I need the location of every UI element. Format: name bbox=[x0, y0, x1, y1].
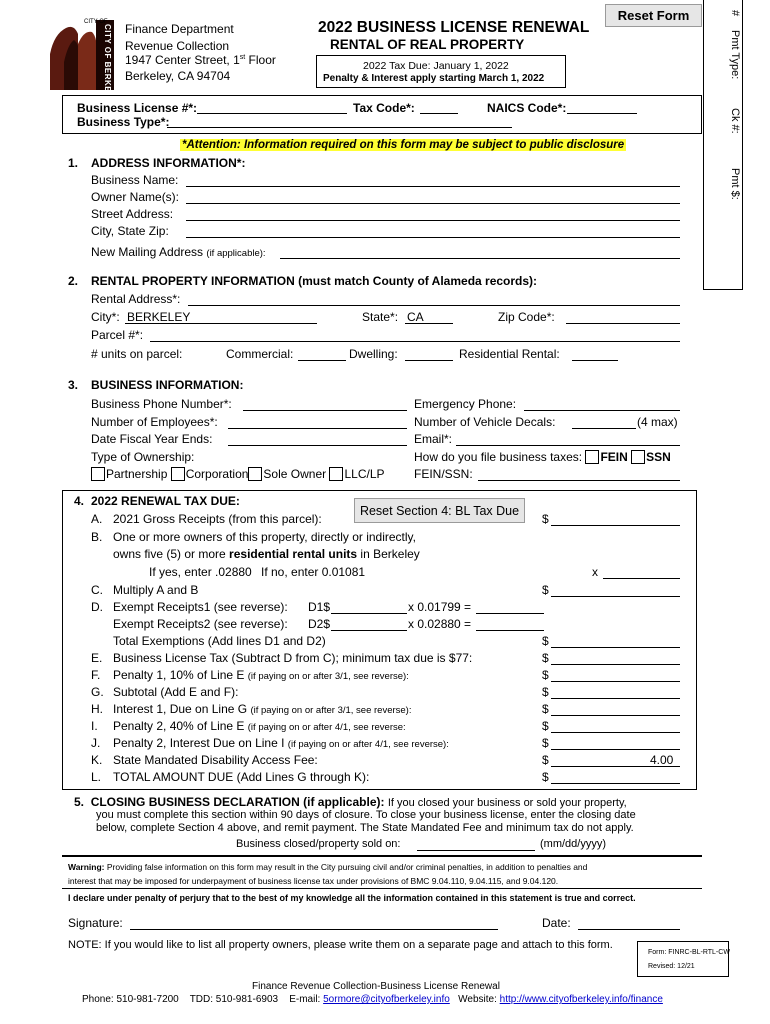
rental-city-value[interactable]: BERKELEY bbox=[127, 310, 191, 324]
s4-num: 4. bbox=[74, 494, 85, 508]
line-l-field[interactable] bbox=[551, 783, 680, 784]
parcel-field[interactable] bbox=[150, 341, 680, 342]
ownership-type-label: Type of Ownership: bbox=[91, 450, 195, 464]
naics-code-label: NAICS Code*: bbox=[487, 101, 567, 115]
employees-label: Number of Employees*: bbox=[91, 415, 218, 429]
pmt-amount-label: Pmt $: bbox=[729, 168, 741, 200]
owner-name-label: Owner Name(s): bbox=[91, 190, 180, 204]
business-name-label: Business Name: bbox=[91, 173, 179, 187]
line-f-main: Penalty 1, 10% of Line E bbox=[113, 668, 245, 682]
dwelling-label: Dwelling: bbox=[349, 347, 398, 361]
s1-num: 1. bbox=[68, 156, 79, 170]
line-b-yes: If yes, enter .02880 bbox=[149, 565, 252, 579]
line-f-note: (if paying on or after 3/1, see reverse): bbox=[247, 671, 409, 682]
line-i-letter: I. bbox=[91, 719, 98, 733]
business-name-field[interactable] bbox=[186, 186, 680, 187]
business-type-field[interactable] bbox=[167, 127, 512, 128]
city-state-zip-label: City, State Zip: bbox=[91, 224, 169, 238]
line-j-dollar: $ bbox=[542, 736, 549, 750]
signature-label: Signature: bbox=[68, 916, 123, 930]
line-i-dollar: $ bbox=[542, 719, 549, 733]
line-j-letter: J. bbox=[91, 736, 101, 750]
email-field[interactable] bbox=[456, 445, 680, 446]
form-id-box bbox=[637, 941, 729, 977]
business-type-label: Business Type*: bbox=[77, 115, 170, 129]
line-d2-result[interactable] bbox=[476, 630, 544, 631]
rental-address-field[interactable] bbox=[188, 305, 680, 306]
llc-label: LLC/LP bbox=[344, 467, 385, 481]
line-i-text bbox=[113, 719, 406, 733]
line-f-text bbox=[113, 668, 409, 682]
city-state-zip-field[interactable] bbox=[186, 237, 680, 238]
line-d1-rate: x 0.01799 = bbox=[408, 600, 472, 614]
line-i-field[interactable] bbox=[551, 732, 680, 733]
parcel-label: Parcel #*: bbox=[91, 328, 144, 342]
line-g-dollar: $ bbox=[542, 685, 549, 699]
rental-state-field[interactable] bbox=[405, 323, 453, 324]
line-j-note: (if paying on or after 4/1, see reverse): bbox=[287, 739, 449, 750]
divider-top bbox=[62, 855, 702, 857]
corporation-label: Corporation bbox=[185, 467, 249, 481]
warning-text-1: Providing false information on this form may result in the City pursuing civil and/or criminal penalties, in addition to penalties and bbox=[106, 862, 588, 872]
emergency-phone-label: Emergency Phone: bbox=[414, 397, 517, 411]
naics-code-field[interactable] bbox=[567, 113, 637, 114]
line-h-field[interactable] bbox=[551, 715, 680, 716]
s3-title: BUSINESS INFORMATION: bbox=[91, 378, 244, 392]
line-l-text: TOTAL AMOUNT DUE (Add Lines G through K): bbox=[113, 770, 370, 784]
s3-num: 3. bbox=[68, 378, 79, 392]
fein-checkbox[interactable] bbox=[585, 450, 599, 464]
line-j-main: Penalty 2, Interest Due on Line I bbox=[113, 736, 285, 750]
line-c-letter: C. bbox=[91, 583, 103, 597]
business-phone-label: Business Phone Number*: bbox=[91, 397, 232, 411]
s5-title: CLOSING BUSINESS DECLARATION (if applicable): bbox=[90, 795, 385, 809]
ownership-options bbox=[91, 467, 385, 481]
line-g-text: Subtotal (Add E and F): bbox=[113, 685, 239, 699]
dept-line-1: Finance Department bbox=[125, 22, 234, 36]
logo-text: CITY OF BERKELEY bbox=[103, 24, 112, 110]
line-l-dollar: $ bbox=[542, 770, 549, 784]
rental-zip-label: Zip Code*: bbox=[498, 310, 555, 324]
commercial-field[interactable] bbox=[298, 360, 346, 361]
s5-heading bbox=[74, 795, 627, 809]
s2-num: 2. bbox=[68, 274, 79, 288]
partnership-label: Partnership bbox=[106, 467, 168, 481]
city-logo bbox=[44, 14, 116, 110]
sole-owner-label: Sole Owner bbox=[263, 467, 327, 481]
dept-line-2: Revenue Collection bbox=[125, 39, 230, 53]
line-d-dollar: $ bbox=[542, 634, 549, 648]
ssn-checkbox[interactable] bbox=[631, 450, 645, 464]
footer-website-label: Website: bbox=[458, 994, 497, 1005]
file-taxes-label bbox=[414, 450, 671, 464]
owners-note: NOTE: If you would like to list all property owners, please write them on a separate page and attach to this form. bbox=[68, 939, 613, 951]
line-b-text-2c: in Berkeley bbox=[357, 547, 420, 561]
line-e-field[interactable] bbox=[551, 664, 680, 665]
line-g-letter: G. bbox=[91, 685, 104, 699]
line-b-text-2b: residential rental units bbox=[229, 547, 358, 561]
line-h-main: Interest 1, Due on Line G bbox=[113, 702, 248, 716]
form-title: 2022 BUSINESS LICENSE RENEWAL bbox=[318, 19, 590, 36]
street-address-label: Street Address: bbox=[91, 207, 174, 221]
corporation-checkbox[interactable] bbox=[171, 467, 185, 481]
s5-text-3: below, complete Section 4 above, and remit payment. The State Mandated Fee and minimum tax do not apply. bbox=[96, 822, 634, 834]
s5-text-2: you must complete this section within 90 days of closure. To close your business license, enter the closing date bbox=[96, 809, 636, 821]
s1-title: ADDRESS INFORMATION*: bbox=[91, 156, 246, 170]
line-d2-text: Exempt Receipts2 (see reverse): bbox=[113, 617, 288, 631]
date-field[interactable] bbox=[578, 929, 680, 930]
units-label: # units on parcel: bbox=[91, 347, 183, 361]
rental-state-value[interactable]: CA bbox=[407, 310, 424, 324]
reset-section4-button[interactable]: Reset Section 4: BL Tax Due bbox=[354, 498, 525, 523]
decals-max-note: (4 max) bbox=[637, 415, 678, 429]
footer-tdd: TDD: 510-981-6903 bbox=[189, 994, 279, 1005]
employees-field[interactable] bbox=[228, 428, 407, 429]
divider-mid bbox=[62, 888, 702, 889]
dept-line-3: 1947 Center Street, 1st Floor bbox=[125, 53, 276, 67]
line-c-dollar: $ bbox=[542, 583, 549, 597]
attention-notice: *Attention: Information required on this form may be subject to public disclosure bbox=[182, 139, 625, 151]
fein-ssn-label: FEIN/SSN: bbox=[414, 467, 473, 481]
line-d2-label: D2$ bbox=[308, 617, 331, 631]
mailing-address-text: New Mailing Address bbox=[91, 245, 204, 259]
commercial-label: Commercial: bbox=[226, 347, 294, 361]
ssn-label: SSN bbox=[646, 450, 671, 464]
closed-date-format: (mm/dd/yyyy) bbox=[540, 838, 606, 850]
due-date-box bbox=[316, 55, 566, 88]
line-b-text-1: One or more owners of this property, directly or indirectly, bbox=[113, 530, 416, 544]
file-taxes-text: How do you file business taxes: bbox=[414, 450, 583, 464]
line-a-field[interactable] bbox=[551, 525, 680, 526]
line-a-text: 2021 Gross Receipts (from this parcel): bbox=[113, 512, 322, 526]
footer-email-link[interactable]: 5ormore@cityofberkeley.info bbox=[323, 994, 450, 1005]
line-a-dollar: $ bbox=[542, 512, 549, 526]
s5-text-1: If you closed your business or sold your property, bbox=[387, 797, 627, 809]
signature-field[interactable] bbox=[130, 929, 498, 930]
tax-due-date: 2022 Tax Due: January 1, 2022 bbox=[363, 60, 509, 72]
line-b-x: x bbox=[592, 565, 598, 579]
line-i-main: Penalty 2, 40% of Line E bbox=[113, 719, 245, 733]
footer-website-link[interactable]: http://www.cityofberkeley.info/finance bbox=[499, 994, 663, 1005]
line-h-note: (if paying on or after 3/1, see reverse): bbox=[250, 705, 412, 716]
vehicle-decals-field[interactable] bbox=[572, 428, 636, 429]
closed-date-field[interactable] bbox=[417, 850, 535, 851]
sole-owner-checkbox[interactable] bbox=[248, 467, 262, 481]
line-c-text: Multiply A and B bbox=[113, 583, 199, 597]
business-phone-field[interactable] bbox=[243, 410, 407, 411]
line-d1-field[interactable] bbox=[331, 613, 407, 614]
vehicle-decals-label: Number of Vehicle Decals: bbox=[414, 415, 556, 429]
fiscal-year-label: Date Fiscal Year Ends: bbox=[91, 432, 213, 446]
s5-num: 5. bbox=[74, 795, 85, 809]
line-d2-rate: x 0.02880 = bbox=[408, 617, 472, 631]
license-number-label: Business License #*: bbox=[77, 101, 198, 115]
footer-phone: Phone: 510-981-7200 bbox=[82, 994, 179, 1005]
partnership-checkbox[interactable] bbox=[91, 467, 105, 481]
perjury-declaration: I declare under penalty of perjury that to the best of my knowledge all the information contained in this statement is true and correct. bbox=[68, 893, 636, 903]
svg-text:CITY OF: CITY OF bbox=[84, 19, 108, 25]
line-i-note: (if paying on or after 4/1, see reverse: bbox=[247, 722, 406, 733]
rental-address-label: Rental Address*: bbox=[91, 292, 181, 306]
fein-label: FEIN bbox=[600, 450, 628, 464]
line-h-text bbox=[113, 702, 412, 716]
line-j-field[interactable] bbox=[551, 749, 680, 750]
warning-line-1 bbox=[68, 862, 587, 872]
line-e-text: Business License Tax (Subtract D from C); minimum tax due is $77: bbox=[113, 651, 473, 665]
line-c-field[interactable] bbox=[551, 596, 680, 597]
line-b-letter: B. bbox=[91, 530, 103, 544]
line-d1-text: Exempt Receipts1 (see reverse): bbox=[113, 600, 288, 614]
footer-contact bbox=[82, 994, 663, 1005]
line-k-letter: K. bbox=[91, 753, 103, 767]
reset-form-button[interactable]: Reset Form bbox=[605, 4, 702, 27]
footer-email-label: E-mail: bbox=[289, 994, 321, 1005]
office-num: # bbox=[729, 10, 741, 17]
fiscal-year-field[interactable] bbox=[228, 445, 407, 446]
warning-line-2: interest that may be imposed for underpayment of business license tax under provisions of BMC 9.04.110, 9.04.115, and 9.04.120. bbox=[68, 876, 559, 886]
line-d1-result[interactable] bbox=[476, 613, 544, 614]
line-l-letter: L. bbox=[91, 770, 102, 784]
line-k-value[interactable]: 4.00 bbox=[650, 753, 674, 767]
line-d1-label: D1$ bbox=[308, 600, 331, 614]
mailing-address-field[interactable] bbox=[280, 258, 680, 259]
line-j-text bbox=[113, 736, 449, 750]
tax-code-label: Tax Code*: bbox=[353, 101, 415, 115]
date-label: Date: bbox=[542, 916, 571, 930]
line-a-letter: A. bbox=[91, 512, 103, 526]
line-f-field[interactable] bbox=[551, 681, 680, 682]
line-d2-field[interactable] bbox=[331, 630, 407, 631]
line-b-field[interactable] bbox=[603, 578, 680, 579]
llc-checkbox[interactable] bbox=[329, 467, 343, 481]
license-info-box bbox=[62, 95, 702, 134]
form-id: Form: FINRC-BL-RTL-CW bbox=[648, 949, 730, 956]
ck-label: Ck #: bbox=[729, 108, 741, 134]
dwelling-field[interactable] bbox=[405, 360, 453, 361]
warning-label: Warning: bbox=[68, 862, 105, 872]
owner-name-field[interactable] bbox=[186, 203, 680, 204]
line-d-letter: D. bbox=[91, 600, 103, 614]
line-h-dollar: $ bbox=[542, 702, 549, 716]
s4-title: 2022 RENEWAL TAX DUE: bbox=[91, 494, 240, 508]
emergency-phone-field[interactable] bbox=[524, 410, 680, 411]
line-h-letter: H. bbox=[91, 702, 103, 716]
street-address-field[interactable] bbox=[186, 220, 680, 221]
license-number-field[interactable] bbox=[197, 113, 347, 114]
rental-city-label: City*: bbox=[91, 310, 120, 324]
mailing-address-label bbox=[91, 245, 266, 259]
line-d-field[interactable] bbox=[551, 647, 680, 648]
rental-state-label: State*: bbox=[362, 310, 399, 324]
fein-ssn-field[interactable] bbox=[478, 480, 680, 481]
dept-line-4: Berkeley, CA 94704 bbox=[125, 69, 231, 83]
line-e-dollar: $ bbox=[542, 651, 549, 665]
line-e-letter: E. bbox=[91, 651, 103, 665]
footer-title: Finance Revenue Collection-Business License Renewal bbox=[252, 981, 500, 992]
tax-code-field[interactable] bbox=[420, 113, 458, 114]
line-k-text: State Mandated Disability Access Fee: bbox=[113, 753, 318, 767]
residential-field[interactable] bbox=[572, 360, 618, 361]
form-subtitle: RENTAL OF REAL PROPERTY bbox=[330, 37, 525, 52]
line-g-field[interactable] bbox=[551, 698, 680, 699]
mailing-address-note: (if applicable): bbox=[206, 248, 266, 259]
line-k-field[interactable] bbox=[551, 766, 680, 767]
line-b-text-2a: owns five (5) or more bbox=[113, 547, 230, 561]
pmt-type-label: Pmt Type: bbox=[729, 30, 741, 80]
rental-city-field[interactable] bbox=[125, 323, 317, 324]
s2-title: RENTAL PROPERTY INFORMATION (must match County of Alameda records): bbox=[91, 274, 538, 288]
line-b-text-2 bbox=[113, 547, 420, 561]
residential-label: Residential Rental: bbox=[459, 347, 560, 361]
line-f-dollar: $ bbox=[542, 668, 549, 682]
email-label: Email*: bbox=[414, 432, 453, 446]
rental-zip-field[interactable] bbox=[566, 323, 680, 324]
line-k-dollar: $ bbox=[542, 753, 549, 767]
closed-date-label: Business closed/property sold on: bbox=[236, 838, 401, 850]
line-b-no: If no, enter 0.01081 bbox=[261, 565, 366, 579]
penalty-date: Penalty & Interest apply starting March 1, 2022 bbox=[323, 73, 545, 84]
line-d-total: Total Exemptions (Add lines D1 and D2) bbox=[113, 634, 326, 648]
line-f-letter: F. bbox=[91, 668, 101, 682]
form-revised: Revised: 12/21 bbox=[648, 963, 695, 970]
